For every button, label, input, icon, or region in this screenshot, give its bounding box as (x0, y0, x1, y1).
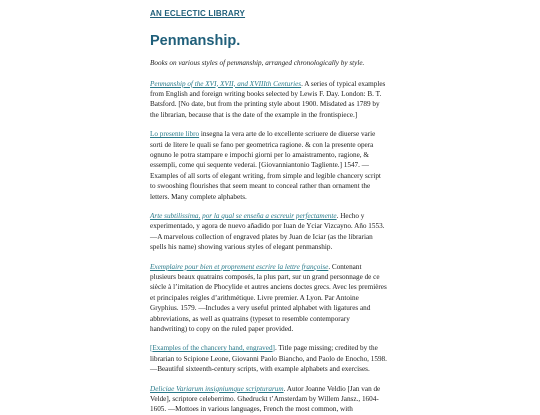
entry-4-link[interactable]: Exemplaire pour bien et proprement escrire la lettre françoise (150, 262, 329, 271)
entry-1-link[interactable]: Penmanship of the XVI, XVII, and XVIIIth Centuries (150, 79, 302, 88)
entry-1 (150, 79, 388, 121)
entry-3 (150, 211, 388, 253)
entry-5-bracket-open: [ (150, 344, 153, 353)
entry-5 (150, 343, 388, 374)
entry-2 (150, 129, 388, 202)
page-intro: Books on various styles of penmanship, arranged chronologically by style. (150, 59, 365, 67)
entry-3-text: . Hecho y experimentado, y agora de nuevo añadido por Iuan de Yciar Vizcayno. Año 1553. —A marvelous collection of engraved plates by Juan de Iciar (as the librarian spells his name) showing various styles of elegant penmanship. (150, 211, 385, 252)
entry-5-text: . Title page missing; credited by the librarian to Scipione Leone, Giovanni Paolo Biancho, and Paolo de Enocho, 1598. —Beautiful sixteenth-century scripts, with example alphabets and exercises. (150, 344, 387, 374)
entry-5-bracket-close: ] (272, 344, 275, 353)
entry-2-link[interactable]: Lo presente libro (150, 130, 200, 139)
site-title-link[interactable]: AN ECLECTIC LIBRARY (150, 9, 246, 18)
entry-4 (150, 262, 388, 335)
entry-6-link[interactable]: Deliciae Variarum insigniumque scripturarum (150, 384, 284, 393)
entry-5-link[interactable]: Examples of the chancery hand, engraved (152, 344, 273, 353)
entry-4-text: . Contenant plusieurs beaux quatrains composés, la plus part, sur un grand personnage de ce siècle à l’imitation de Phocylide et autres anciens doctes grecs. Avec les premières et principales reigles d’arithmétique. Livre premier. A Lyon. Par Antoine Gryphius. 1579. —Includes a very useful printed alphabet with ligatures and abbreviations, as well as quatrains (typeset to resemble contemporary handwriting) to copy on the ruled paper provided. (150, 262, 387, 334)
entry-3-link[interactable]: Arte subtilissima, por la qual se enseña a escreuir perfectamente (150, 211, 337, 220)
page-title: Penmanship. (150, 33, 241, 49)
entry-6 (150, 384, 388, 415)
entry-1-text: . A series of typical examples from English and foreign writing books selected by Lewis F. Day. London: B. T. Batsford. [No date, but from the printing style about 1900. Misdated as 1789 by the librarian, because that is the date of the example in the frontispiece.] (150, 79, 386, 119)
entry-6-text: . Autor Joanne Veldio [Jan van de Velde], scriptore celeberrimo. Ghedruckt t’Amsterdam by Willem Jansz., 1604-1605. —Mottoes in various languages, French the most common, with (150, 384, 381, 414)
entry-2-text: insegna la vera arte de lo excellente scriuere de diuerse varie sorti de litere le quali se fano per geometrica ragione. & con la presente opera ognuno le potra stampare e impochi giorni per lo amaistramento, ragione, & essempli, come qui sequente vederai. [Giovanniantonio Tagliente.] 1547. —Examples of all sorts of elegant writing, from simple and legible chancery script to swooshing flourishes that seem meant to conceal rather than ornament the letters. Many complete alphabets. (150, 130, 381, 201)
